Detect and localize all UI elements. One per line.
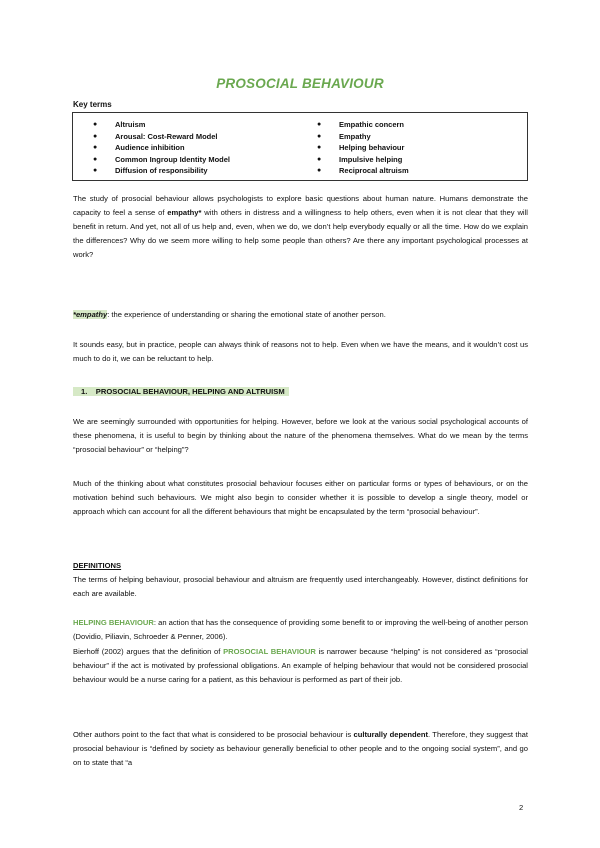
bullet-icon: ●: [317, 167, 322, 175]
section-title: PROSOCIAL BEHAVIOUR, HELPING AND ALTRUISM: [95, 387, 285, 396]
key-term-item: ● Impulsive helping: [317, 154, 403, 164]
key-term-item: ● Audience inhibition: [93, 143, 185, 153]
bullet-icon: ●: [93, 167, 98, 175]
helping-behaviour-term: HELPING BEHAVIOUR: [73, 618, 154, 627]
key-terms-left-list: [93, 119, 230, 177]
key-terms-box: [72, 112, 528, 181]
bullet-icon: ●: [317, 121, 322, 128]
empathy-term: empathy*: [167, 208, 202, 217]
surrounded-paragraph: We are seemingly surrounded with opportunities for helping. However, before we look at the various social psychological accounts of these phenomena, it is useful to begin by thinking about the nature of the phenomena themselves. What do we mean by the terms “prosocial behaviour” or “helping”?: [73, 417, 528, 454]
key-terms-label: Key terms: [73, 100, 112, 109]
key-term-item: ● Altruism: [93, 120, 146, 129]
bullet-icon: ●: [317, 132, 322, 140]
bullet-icon: ●: [317, 144, 322, 152]
bullet-icon: ●: [93, 132, 98, 140]
prosocial-behaviour-term: PROSOCIAL BEHAVIOUR: [223, 647, 316, 656]
key-terms-right-list: [317, 119, 409, 177]
bierhoff-paragraph: Bierhoff (2002) argues that the definition of PROSOCIAL BEHAVIOUR is narrower because “helping” is not considered as “prosocial behaviour” if the act is motivated by professional obligations. An example of helping behaviour that would not be considered prosocial behaviour would be a nurse caring for a patient, as this behaviour is performed as part of their job.: [73, 647, 528, 684]
bullet-icon: ●: [93, 144, 98, 152]
key-term-item: ● Helping behaviour: [317, 143, 405, 153]
page-number: 2: [519, 803, 524, 812]
key-term-item: ● Arousal: Cost-Reward Model: [93, 131, 218, 141]
key-term-item: ● Empathy: [317, 131, 371, 141]
other-authors-paragraph: Other authors point to the fact that what is considered to be prosocial behaviour is culturally dependent. Therefore, they suggest that prosocial behaviour is “defined by society as behaviour generally beneficial to other people and to the ongoing social system”, and go on to state that “a: [73, 730, 528, 767]
bullet-icon: ●: [317, 155, 322, 163]
key-term-item: ● Empathic concern: [317, 120, 405, 129]
culturally-dependent-term: culturally dependent: [353, 730, 428, 739]
definitions-heading: DEFINITIONS: [73, 561, 122, 570]
section-number: 1.: [81, 387, 88, 396]
helping-definition: HELPING BEHAVIOUR: an action that has the consequence of providing some benefit to or improving the well-being of another person (Dovidio, Piliavin, Schroeder & Penner, 2006).: [73, 618, 528, 641]
empathy-definition: *empathy: the experience of understanding or sharing the emotional state of another person.: [73, 310, 386, 319]
page-title: PROSOCIAL BEHAVIOUR: [216, 76, 384, 91]
key-term-item: ● Common Ingroup Identity Model: [93, 154, 230, 164]
key-term-item: ● Reciprocal altruism: [317, 166, 409, 176]
definitions-paragraph: The terms of helping behaviour, prosocial behaviour and altruism are frequently used interchangeably. However, distinct definitions for each are available.: [73, 575, 528, 598]
bullet-icon: ●: [93, 155, 98, 163]
empathy-definition-term: *empathy: [73, 310, 108, 319]
section-heading: [73, 385, 528, 398]
intro-paragraph: The study of prosocial behaviour allows psychologists to explore basic questions about human nature. Humans demonstrate the capacity to feel a sense of empathy* with others in distress and a willingness to help others, even when it is not clear that they will benefit in return. And yet, not all of us help and, even, when we do, we don’t help everybody equally or all the time. How do we explain the differences? Why do we seem more willing to help some people than others? Are there any important psychological processes at work?: [73, 194, 528, 259]
bullet-icon: ●: [93, 121, 98, 128]
key-term-item: ● Diffusion of responsibility: [93, 166, 208, 176]
sounds-easy-paragraph: It sounds easy, but in practice, people can always think of reasons not to help. Even when we have the means, and it wouldn’t cost us much to do it, we can be reluctant to help.: [73, 340, 528, 363]
thinking-paragraph: Much of the thinking about what constitutes prosocial behaviour focuses either on particular forms or types of behaviours, or on the motivation behind such behaviours. We might also begin to consider whether it is possible to develop a single theory, model or approach which can account for all the different behaviours that might be encapsulated by the term “prosocial behaviour”.: [73, 479, 528, 516]
